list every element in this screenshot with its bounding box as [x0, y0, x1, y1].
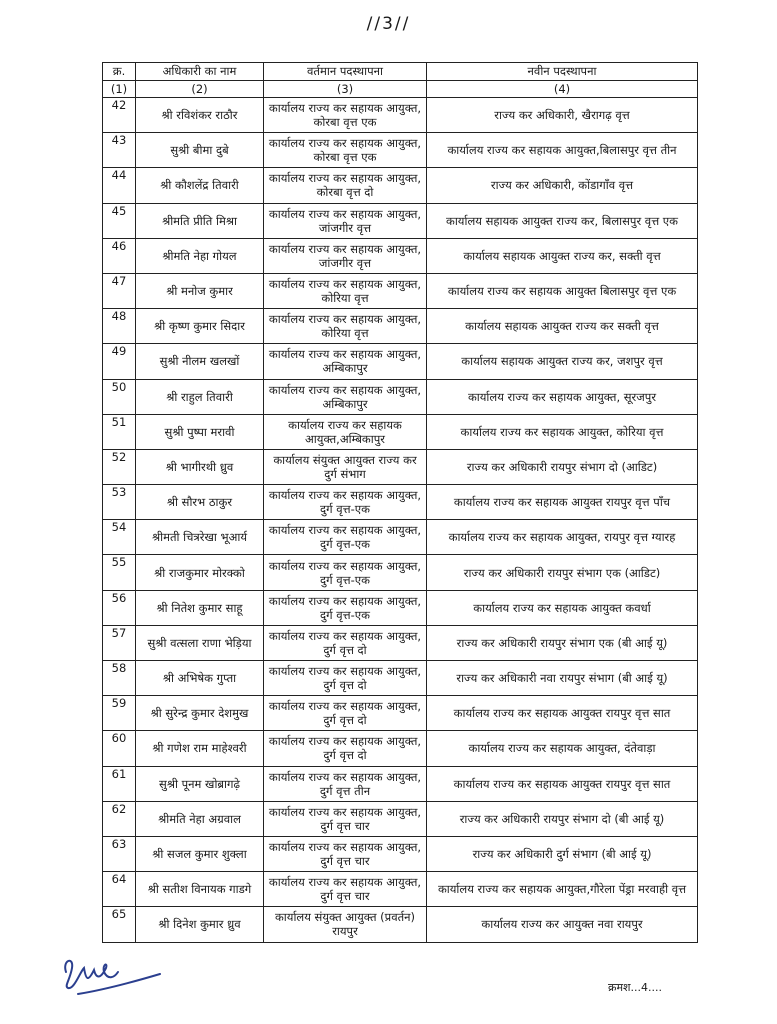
- new-posting-cell: कार्यालय सहायक आयुक्त राज्य कर, सक्ती वृत्त: [427, 238, 698, 273]
- current-posting-cell: कार्यालय राज्य कर सहायक आयुक्त, दुर्ग वृत्त चार: [264, 801, 427, 836]
- table-row: [103, 731, 698, 766]
- table-row: [103, 696, 698, 731]
- current-posting-cell: कार्यालय राज्य कर सहायक आयुक्त, दुर्ग वृत्त दो: [264, 661, 427, 696]
- table-row: [103, 907, 698, 942]
- header-row: [103, 63, 698, 81]
- new-posting-cell: कार्यालय राज्य कर सहायक आयुक्त रायपुर वृत्त सात: [427, 696, 698, 731]
- officer-name-cell: श्री भागीरथी ध्रुव: [136, 449, 264, 484]
- new-posting-cell: कार्यालय राज्य कर आयुक्त नवा रायपुर: [427, 907, 698, 942]
- serial-number-cell: 42: [103, 98, 136, 133]
- table-row: [103, 98, 698, 133]
- new-posting-cell: राज्य कर अधिकारी, खैरागढ़ वृत्त: [427, 98, 698, 133]
- column-number: (2): [136, 81, 264, 98]
- table-row: [103, 309, 698, 344]
- table-row: [103, 520, 698, 555]
- header-current-posting: वर्तमान पदस्थापना: [264, 63, 427, 81]
- serial-number-cell: 65: [103, 907, 136, 942]
- serial-number-cell: 49: [103, 344, 136, 379]
- table-row: [103, 625, 698, 660]
- new-posting-cell: कार्यालय सहायक आयुक्त राज्य कर, जशपुर वृत्त: [427, 344, 698, 379]
- serial-number-cell: 62: [103, 801, 136, 836]
- officer-name-cell: श्रीमती चित्ररेखा भूआर्य: [136, 520, 264, 555]
- new-posting-cell: राज्य कर अधिकारी रायपुर संभाग दो (बी आई यू): [427, 801, 698, 836]
- table-row: [103, 801, 698, 836]
- serial-number-cell: 45: [103, 203, 136, 238]
- current-posting-cell: कार्यालय राज्य कर सहायक आयुक्त, दुर्ग वृत्त दो: [264, 625, 427, 660]
- new-posting-cell: कार्यालय राज्य कर सहायक आयुक्त,बिलासपुर वृत्त तीन: [427, 133, 698, 168]
- officer-name-cell: श्री राहुल तिवारी: [136, 379, 264, 414]
- new-posting-cell: कार्यालय राज्य कर सहायक आयुक्त रायपुर वृत्त सात: [427, 766, 698, 801]
- new-posting-cell: कार्यालय सहायक आयुक्त राज्य कर, बिलासपुर वृत्त एक: [427, 203, 698, 238]
- officer-name-cell: श्रीमति प्रीति मिश्रा: [136, 203, 264, 238]
- officer-name-cell: श्री सुरेन्द्र कुमार देशमुख: [136, 696, 264, 731]
- table-row: [103, 133, 698, 168]
- table-row: [103, 590, 698, 625]
- current-posting-cell: कार्यालय राज्य कर सहायक आयुक्त, अम्बिकापुर: [264, 344, 427, 379]
- table-row: [103, 555, 698, 590]
- officer-name-cell: सुश्री वत्सला राणा भेड़िया: [136, 625, 264, 660]
- table-row: [103, 766, 698, 801]
- serial-number-cell: 57: [103, 625, 136, 660]
- serial-number-cell: 48: [103, 309, 136, 344]
- officer-name-cell: श्री सतीश विनायक गाडगे: [136, 872, 264, 907]
- current-posting-cell: कार्यालय राज्य कर सहायक आयुक्त, दुर्ग वृत्त चार: [264, 836, 427, 871]
- current-posting-cell: कार्यालय राज्य कर सहायक आयुक्त, कोरिया वृत्त: [264, 309, 427, 344]
- current-posting-cell: कार्यालय संयुक्त आयुक्त राज्य कर दुर्ग संभाग: [264, 449, 427, 484]
- officer-name-cell: सुश्री बीमा दुबे: [136, 133, 264, 168]
- table-row: [103, 238, 698, 273]
- new-posting-cell: राज्य कर अधिकारी रायपुर संभाग एक (बी आई यू): [427, 625, 698, 660]
- new-posting-cell: राज्य कर अधिकारी नवा रायपुर संभाग (बी आई यू): [427, 661, 698, 696]
- current-posting-cell: कार्यालय राज्य कर सहायक आयुक्त, जांजगीर वृत्त: [264, 238, 427, 273]
- officer-name-cell: श्री अभिषेक गुप्ता: [136, 661, 264, 696]
- current-posting-cell: कार्यालय संयुक्त आयुक्त (प्रवर्तन) रायपुर: [264, 907, 427, 942]
- current-posting-cell: कार्यालय राज्य कर सहायक आयुक्त, दुर्ग वृत्त दो: [264, 731, 427, 766]
- table-row: [103, 449, 698, 484]
- table-row: [103, 661, 698, 696]
- current-posting-cell: कार्यालय राज्य कर सहायक आयुक्त, कोरबा वृत्त एक: [264, 98, 427, 133]
- serial-number-cell: 50: [103, 379, 136, 414]
- column-number-row: [103, 81, 698, 98]
- serial-number-cell: 52: [103, 449, 136, 484]
- officer-name-cell: श्री दिनेश कुमार ध्रुव: [136, 907, 264, 942]
- new-posting-cell: कार्यालय सहायक आयुक्त राज्य कर सक्ती वृत्त: [427, 309, 698, 344]
- serial-number-cell: 61: [103, 766, 136, 801]
- table-body: [103, 98, 698, 943]
- current-posting-cell: कार्यालय राज्य कर सहायक आयुक्त, कोरबा वृत्त दो: [264, 168, 427, 203]
- serial-number-cell: 53: [103, 485, 136, 520]
- current-posting-cell: कार्यालय राज्य कर सहायक आयुक्त, जांजगीर वृत्त: [264, 203, 427, 238]
- current-posting-cell: कार्यालय राज्य कर सहायक आयुक्त, कोरिया वृत्त: [264, 273, 427, 308]
- posting-table: [102, 62, 698, 943]
- serial-number-cell: 60: [103, 731, 136, 766]
- officer-name-cell: श्री राजकुमार मोरक्को: [136, 555, 264, 590]
- officer-name-cell: श्री कौशलेंद्र तिवारी: [136, 168, 264, 203]
- officer-name-cell: श्री सौरभ ठाकुर: [136, 485, 264, 520]
- table-row: [103, 273, 698, 308]
- new-posting-cell: कार्यालय राज्य कर सहायक आयुक्त, सूरजपुर: [427, 379, 698, 414]
- current-posting-cell: कार्यालय राज्य कर सहायक आयुक्त, अम्बिकापुर: [264, 379, 427, 414]
- officer-name-cell: श्री सजल कुमार शुक्ला: [136, 836, 264, 871]
- table-row: [103, 485, 698, 520]
- serial-number-cell: 59: [103, 696, 136, 731]
- serial-number-cell: 43: [103, 133, 136, 168]
- new-posting-cell: राज्य कर अधिकारी, कोंडागाँव वृत्त: [427, 168, 698, 203]
- serial-number-cell: 63: [103, 836, 136, 871]
- new-posting-cell: कार्यालय राज्य कर सहायक आयुक्त बिलासपुर वृत्त एक: [427, 273, 698, 308]
- officer-name-cell: सुश्री नीलम खलखों: [136, 344, 264, 379]
- serial-number-cell: 54: [103, 520, 136, 555]
- new-posting-cell: कार्यालय राज्य कर सहायक आयुक्त, कोरिया वृत्त: [427, 414, 698, 449]
- header-serial: क्र.: [103, 63, 136, 81]
- new-posting-cell: राज्य कर अधिकारी रायपुर संभाग दो (आडिट): [427, 449, 698, 484]
- officer-name-cell: सुश्री पुष्पा मरावी: [136, 414, 264, 449]
- current-posting-cell: कार्यालय राज्य कर सहायक आयुक्त, दुर्ग वृत्त चार: [264, 872, 427, 907]
- current-posting-cell: कार्यालय राज्य कर सहायक आयुक्त,अम्बिकापुर: [264, 414, 427, 449]
- serial-number-cell: 47: [103, 273, 136, 308]
- officer-name-cell: श्री नितेश कुमार साहू: [136, 590, 264, 625]
- officer-name-cell: श्रीमति नेहा गोयल: [136, 238, 264, 273]
- header-new-posting: नवीन पदस्थापना: [427, 63, 698, 81]
- new-posting-cell: कार्यालय राज्य कर सहायक आयुक्त रायपुर वृत्त पाँच: [427, 485, 698, 520]
- table-row: [103, 414, 698, 449]
- page-number: //3//: [366, 14, 411, 34]
- column-number: (3): [264, 81, 427, 98]
- current-posting-cell: कार्यालय राज्य कर सहायक आयुक्त, कोरबा वृत्त एक: [264, 133, 427, 168]
- officer-name-cell: श्रीमति नेहा अग्रवाल: [136, 801, 264, 836]
- table-row: [103, 872, 698, 907]
- new-posting-cell: राज्य कर अधिकारी रायपुर संभाग एक (आडिट): [427, 555, 698, 590]
- serial-number-cell: 58: [103, 661, 136, 696]
- current-posting-cell: कार्यालय राज्य कर सहायक आयुक्त, दुर्ग वृत्त-एक: [264, 485, 427, 520]
- table-row: [103, 379, 698, 414]
- officer-name-cell: श्री गणेश राम माहेश्वरी: [136, 731, 264, 766]
- current-posting-cell: कार्यालय राज्य कर सहायक आयुक्त, दुर्ग वृत्त तीन: [264, 766, 427, 801]
- table-row: [103, 203, 698, 238]
- new-posting-cell: राज्य कर अधिकारी दुर्ग संभाग (बी आई यू): [427, 836, 698, 871]
- column-number: (1): [103, 81, 136, 98]
- column-number: (4): [427, 81, 698, 98]
- serial-number-cell: 56: [103, 590, 136, 625]
- serial-number-cell: 51: [103, 414, 136, 449]
- officer-name-cell: सुश्री पूनम खोब्रागढ़े: [136, 766, 264, 801]
- table-row: [103, 344, 698, 379]
- table-row: [103, 836, 698, 871]
- officer-name-cell: श्री रविशंकर राठौर: [136, 98, 264, 133]
- table-row: [103, 168, 698, 203]
- serial-number-cell: 55: [103, 555, 136, 590]
- signature-mark: [58, 950, 168, 1000]
- current-posting-cell: कार्यालय राज्य कर सहायक आयुक्त, दुर्ग वृत्त दो: [264, 696, 427, 731]
- current-posting-cell: कार्यालय राज्य कर सहायक आयुक्त, दुर्ग वृत्त-एक: [264, 520, 427, 555]
- officer-name-cell: श्री मनोज कुमार: [136, 273, 264, 308]
- continuation-note: क्रमश...4....: [608, 981, 662, 994]
- new-posting-cell: कार्यालय राज्य कर सहायक आयुक्त, रायपुर वृत्त ग्यारह: [427, 520, 698, 555]
- new-posting-cell: कार्यालय राज्य कर सहायक आयुक्त, दंतेवाड़ा: [427, 731, 698, 766]
- current-posting-cell: कार्यालय राज्य कर सहायक आयुक्त, दुर्ग वृत्त-एक: [264, 590, 427, 625]
- serial-number-cell: 44: [103, 168, 136, 203]
- serial-number-cell: 64: [103, 872, 136, 907]
- new-posting-cell: कार्यालय राज्य कर सहायक आयुक्त कवर्धा: [427, 590, 698, 625]
- new-posting-cell: कार्यालय राज्य कर सहायक आयुक्त,गौरेला पेंड्रा मरवाही वृत्त: [427, 872, 698, 907]
- current-posting-cell: कार्यालय राज्य कर सहायक आयुक्त, दुर्ग वृत्त-एक: [264, 555, 427, 590]
- serial-number-cell: 46: [103, 238, 136, 273]
- header-officer-name: अधिकारी का नाम: [136, 63, 264, 81]
- officer-name-cell: श्री कृष्ण कुमार सिदार: [136, 309, 264, 344]
